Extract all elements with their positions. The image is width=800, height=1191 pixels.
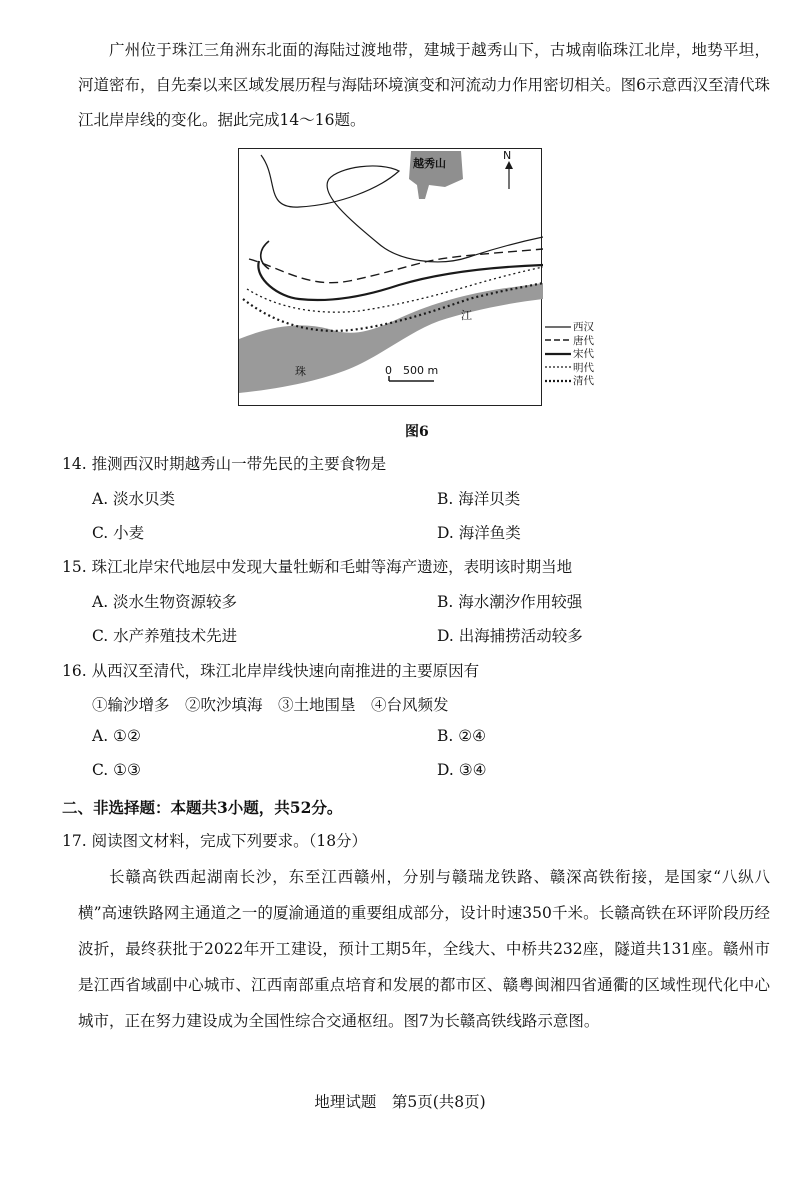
question-14-stem: 14. 推测西汉时期越秀山一带先民的主要食物是 [62, 455, 387, 473]
question-14-option-a: A. 淡水贝类 [92, 490, 176, 508]
question-14-option-c: C. 小麦 [92, 524, 145, 542]
question-16-stem: 16. 从西汉至清代，珠江北岸岸线快速向南推进的主要原因有 [62, 662, 480, 680]
question-16-option-b: B. ②④ [437, 727, 487, 745]
scale-distance-label: 500 m [403, 364, 439, 377]
legend-item-tang: 唐代 [573, 334, 594, 347]
xihan-coastline [261, 155, 543, 262]
intro-paragraph: 广州位于珠江三角洲东北面的海陆过渡地带，建城于越秀山下，古城南临珠江北岸，地势平坦，河道密布，自先秦以来区域发展历程与海陆环境演变和河流动力作用密切相关。图6示意西汉至清代珠江北岸岸线的变化。据此完成14～16题。 [78, 41, 770, 129]
figure-6-legend [545, 320, 615, 388]
question-17-stem: 17. 阅读图文材料，完成下列要求。（18分） [62, 832, 368, 850]
scale-zero-label: 0 [385, 364, 392, 377]
question-16-option-d: D. ③④ [437, 761, 487, 779]
question-14-option-b: B. 海洋贝类 [437, 490, 521, 508]
river-label-zhu: 珠 [295, 365, 306, 378]
page-footer: 地理试题 第5页(共8页) [314, 1093, 486, 1111]
question-14-option-d: D. 海洋鱼类 [437, 524, 521, 542]
legend-item-song: 宋代 [573, 348, 594, 361]
yuexiu-mountain-label: 越秀山 [413, 157, 446, 170]
legend-item-qing: 清代 [573, 375, 594, 388]
figure-6-caption: 图6 [405, 424, 429, 440]
figure-6-map [238, 148, 542, 406]
question-15-stem: 15. 珠江北岸宋代地层中发现大量牡蛎和毛蚶等海产遗迹，表明该时期当地 [62, 558, 573, 576]
legend-item-xihan: 西汉 [573, 321, 594, 334]
legend-item-ming: 明代 [573, 361, 594, 374]
question-15-option-b: B. 海水潮汐作用较强 [437, 593, 583, 611]
question-16-option-c: C. ①③ [92, 761, 141, 779]
question-15-option-c: C. 水产养殖技术先进 [92, 627, 238, 645]
section-2-heading: 二、非选择题：本题共3小题，共52分。 [62, 798, 343, 817]
question-17-material: 长赣高铁西起湖南长沙，东至江西赣州，分别与赣瑞龙铁路、赣深高铁衔接，是国家“八纵八横”高速铁路网主通道之一的厦渝通道的重要组成部分，设计时速350千米。长赣高铁在环评阶段历经波折，最终获批于2022年开工建设，预计工期5年，全线大、中桥共232座，隧道共131座。赣州市是江西省域副中心城市、江西南部重点培育和发展的都市区、赣粤闽湘四省通衢的区域性现代化中心城市，正在努力建设成为全国性综合交通枢纽。图7为长赣高铁线路示意图。 [78, 868, 770, 1030]
question-16-factors: ①输沙增多 ②吹沙填海 ③土地围垦 ④台风频发 [92, 696, 449, 714]
north-label: N [503, 149, 512, 162]
question-15-option-a: A. 淡水生物资源较多 [92, 593, 238, 611]
river-label-jiang: 江 [461, 309, 472, 322]
question-15-option-d: D. 出海捕捞活动较多 [437, 627, 583, 645]
question-16-option-a: A. ①② [92, 727, 141, 745]
